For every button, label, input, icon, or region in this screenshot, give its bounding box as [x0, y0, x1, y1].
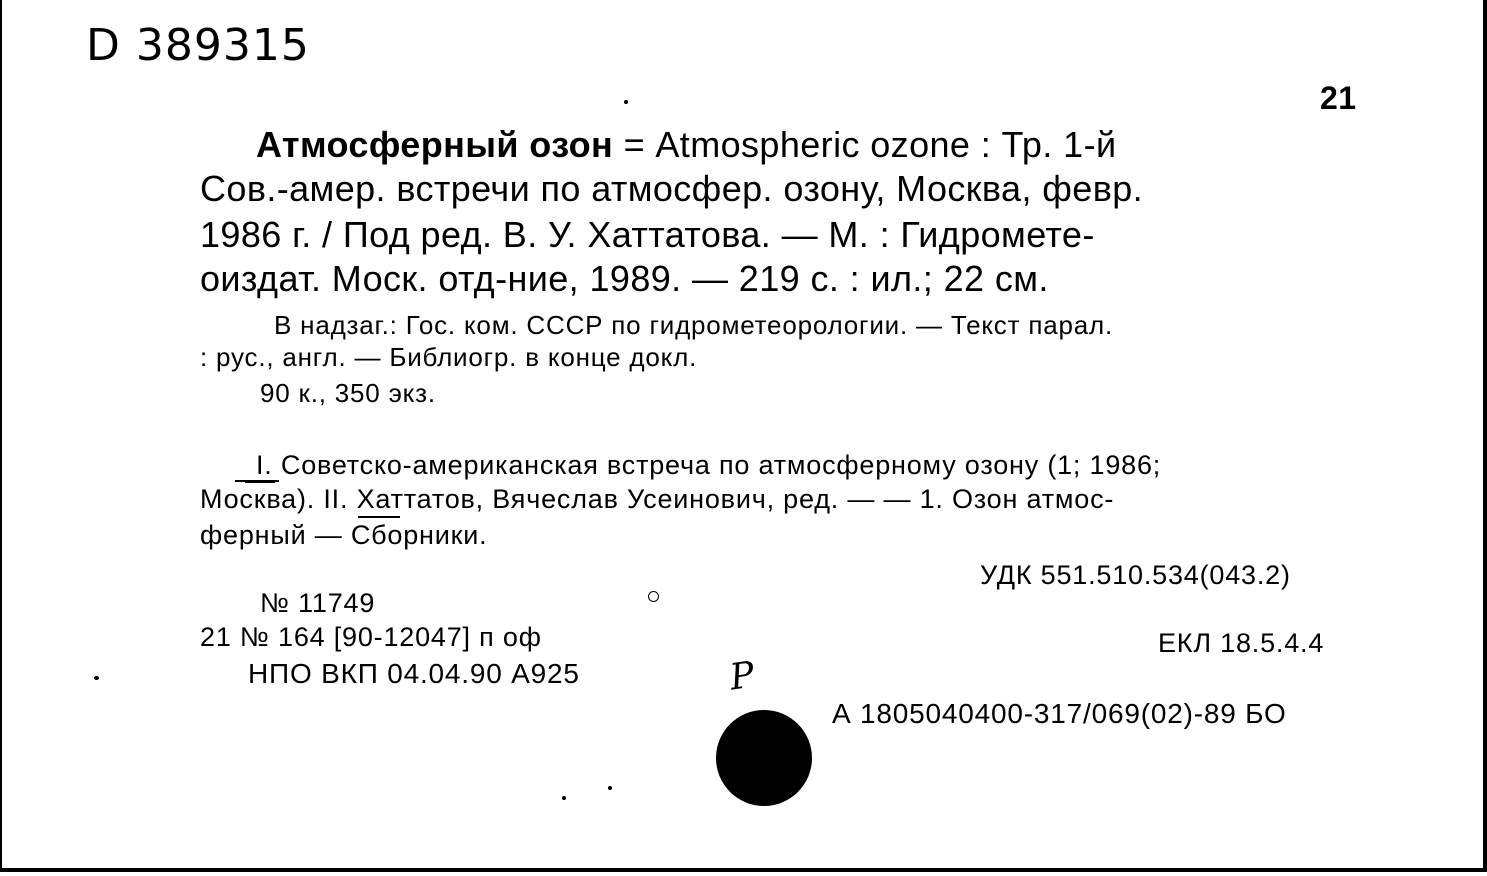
overline-mark-2 — [235, 480, 279, 482]
main-entry-line-1 — [256, 124, 1116, 166]
card-number: D 389315 — [86, 20, 310, 71]
handwritten-mark: P — [727, 654, 757, 699]
speck — [648, 591, 659, 602]
notes-line-1: В надзаг.: Гос. ком. СССР по гидрометеорологии. — Текст парал. — [274, 310, 1113, 340]
speck — [562, 796, 566, 800]
speck — [608, 786, 612, 790]
underline-mark — [358, 516, 400, 518]
card-count: 21 — [1320, 80, 1357, 116]
main-entry-line-3: 1986 г. / Под ред. В. У. Хаттатова. — М. : Гидромете- — [200, 214, 1095, 255]
tracing-line-2: Москва). II. Хаттатов, Вячеслав Усеинович, ред. — — 1. Озон атмос- — [200, 484, 1115, 514]
speck — [624, 100, 628, 104]
title-rest: = Atmospheric ozone : Тр. 1-й — [623, 124, 1117, 165]
npo-line: НПО ВКП 04.04.90 А925 — [248, 658, 580, 689]
main-entry-line-2: Сов.-амер. встречи по атмосфер. озону, Москва, февр. — [200, 168, 1144, 209]
punch-hole — [716, 710, 812, 806]
notes-line-2: : рус., англ. — Библиогр. в конце докл. — [200, 342, 698, 372]
isbn-code: А 1805040400-317/069(02)-89 БО — [832, 698, 1287, 729]
record-number: № 11749 — [260, 588, 376, 618]
udk-code: УДК 551.510.534(043.2) — [980, 560, 1291, 590]
tracing-line-1: I. Советско-американская встреча по атмосферному озону (1; 1986; — [256, 450, 1162, 480]
speck — [94, 676, 99, 680]
order-line: 21 № 164 [90-12047] п оф — [200, 622, 542, 652]
main-entry-line-4: оиздат. Моск. отд-ние, 1989. — 219 с. : ил.; 22 см. — [200, 258, 1049, 299]
ekl-code: ЕКЛ 18.5.4.4 — [1158, 628, 1325, 658]
price-line: 90 к., 350 экз. — [260, 378, 436, 408]
title-bold: Атмосферный озон — [256, 124, 614, 165]
tracing-line-3: ферный — Сборники. — [200, 520, 488, 550]
